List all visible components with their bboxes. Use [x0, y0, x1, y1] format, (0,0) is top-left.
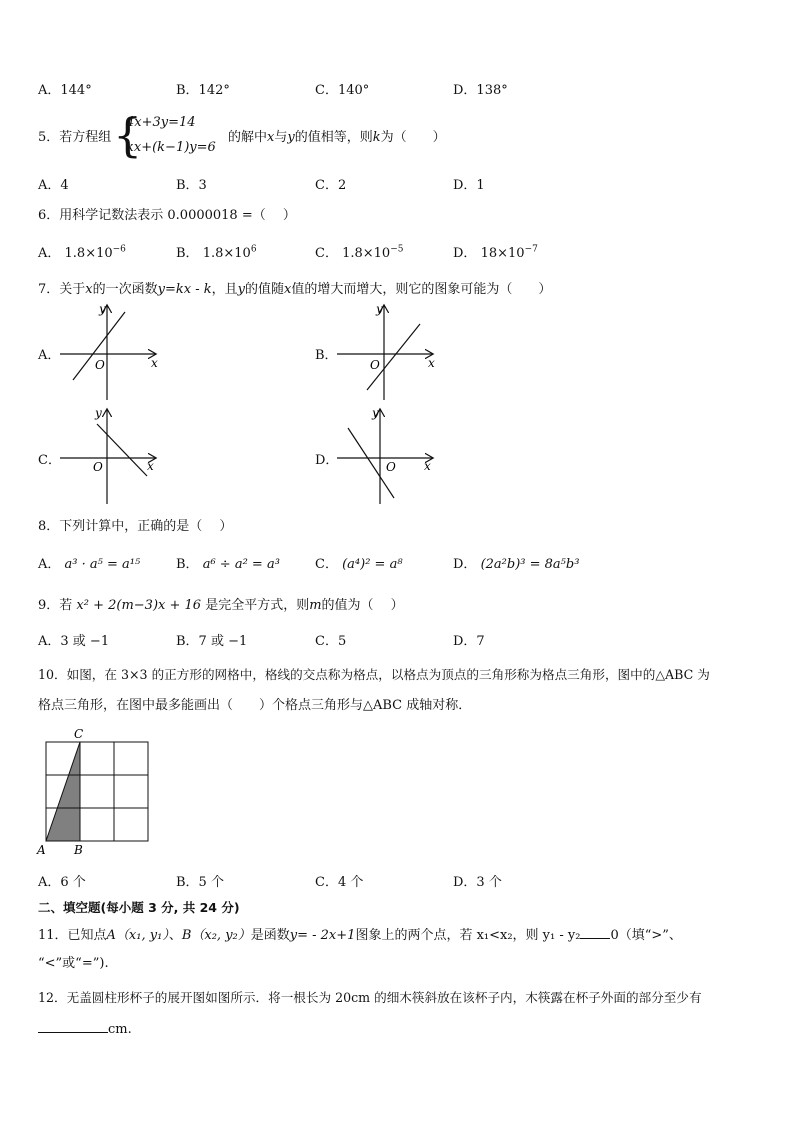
- y-label: y: [99, 302, 106, 316]
- q6-option-c: C． $1.8\times 10^{-5}$: [315, 244, 404, 261]
- q7-label-d: D．: [315, 453, 339, 468]
- q6-stem: 6．用科学记数法表示 0.0000018 =（ ）: [38, 208, 296, 223]
- y-label: y: [376, 302, 383, 316]
- q9-option-a: A．3 或 −1: [38, 634, 110, 649]
- q8-option-a: A． a³ · a⁵ = a¹⁵: [38, 557, 141, 572]
- label-b: B: [74, 843, 83, 857]
- q5-suffix-2: 为（ ）: [380, 130, 446, 145]
- q7-graph-d: [332, 406, 442, 506]
- origin-label: O: [95, 358, 105, 372]
- q11-answer-blank[interactable]: [580, 926, 610, 939]
- q8-option-b: B． a⁶ ÷ a² = a³: [176, 557, 280, 572]
- q7-label-c: C．: [38, 453, 61, 468]
- function-line: [97, 424, 147, 476]
- q5-eq1: 4x+3y=14: [126, 115, 196, 130]
- q9-option-c: C．5: [315, 634, 347, 649]
- q5-suffix: [228, 129, 446, 147]
- function-line: [367, 324, 420, 390]
- q5-option-a: A．4: [38, 178, 69, 193]
- q5-x: x: [267, 130, 275, 145]
- q5-y: y: [287, 130, 295, 145]
- q7-stem: 7．关于x的一次函数y=kx - k，且y的值随x值的增大而增大，则它的图象可能为（ ）: [38, 282, 552, 297]
- q12-line2: cm.: [38, 1020, 132, 1039]
- q10-option-c: C．4 个: [315, 875, 364, 890]
- q6-option-d: D． $18\times 10^{-7}$: [453, 244, 538, 261]
- q7-graph-a: [55, 302, 165, 402]
- q4-option-a: A．144°: [38, 83, 92, 98]
- q10-grid-figure: [34, 726, 154, 860]
- q8-stem: 8．下列计算中，正确的是（ ）: [38, 519, 233, 534]
- triangle-abc: [46, 742, 80, 841]
- x-label: x: [147, 459, 154, 473]
- q5-option-d: D．1: [453, 178, 485, 193]
- q5-eq2: kx+(k−1)y=6: [126, 140, 216, 155]
- q7-label-a: A．: [38, 348, 61, 363]
- y-label: y: [95, 406, 102, 420]
- q11-line1: 11．已知点A（x₁, y₁）、B（x₂, y₂）是函数y= - 2x+1图象上的两个点，若 x₁<x₂，则 y₁ - y₂ 0（填“>”、: [38, 928, 682, 943]
- q9-stem: 9．若 x² + 2(m−3)x + 16 是完全平方式，则m的值为（ ）: [38, 598, 404, 613]
- origin-label: O: [370, 358, 380, 372]
- x-label: x: [151, 356, 158, 370]
- q4-option-d: D．138°: [453, 83, 508, 98]
- q9-option-d: D．7: [453, 634, 485, 649]
- q10-option-d: D．3 个: [453, 875, 502, 890]
- label-a: A: [37, 843, 46, 857]
- q6-option-b: B． $1.8\times 10^6$: [176, 244, 257, 261]
- q8-option-c: C． (a⁴)² = a⁸: [315, 557, 403, 572]
- origin-label: O: [93, 460, 103, 474]
- q4-option-c: C．140°: [315, 83, 370, 98]
- q5-suffix-1: 的解中: [228, 130, 268, 145]
- q7-graph-c: [55, 406, 165, 506]
- q10-option-a: A．6 个: [38, 875, 86, 890]
- q9-option-b: B．7 或 −1: [176, 634, 248, 649]
- q10-option-b: B．5 个: [176, 875, 224, 890]
- section-heading-fill-blank: 二、填空题(每小题 3 分, 共 24 分): [38, 900, 240, 915]
- q5-prefix: 5．若方程组: [38, 130, 112, 145]
- label-c: C: [74, 727, 84, 741]
- q7-label-b: B．: [315, 348, 338, 363]
- q5-brace: {: [113, 108, 143, 162]
- q5-k: k: [372, 130, 381, 145]
- origin-label: O: [386, 460, 396, 474]
- q7-graph-b: [332, 302, 442, 402]
- x-label: x: [424, 459, 431, 473]
- q5-option-b: B．3: [176, 178, 207, 193]
- x-label: x: [428, 356, 435, 370]
- q12-answer-blank[interactable]: [38, 1020, 108, 1033]
- q12-line1: 12．无盖圆柱形杯子的展开图如图所示．将一根长为 20cm 的细木筷斜放在该杯子内，木筷露在杯子外面的部分至少有: [38, 990, 702, 1005]
- q10-line1: 10．如图，在 3×3 的正方形的网格中，格线的交点称为格点，以格点为顶点的三角形称为格点三角形，图中的△ABC 为: [38, 667, 710, 682]
- q4-option-b: B．142°: [176, 83, 230, 98]
- q6-option-a: A． $1.8\times 10^{-6}$: [38, 244, 126, 261]
- q5-mid-1: 与: [274, 130, 288, 145]
- q11-line2: “<”或“=”).: [38, 956, 109, 971]
- q5-option-c: C．2: [315, 178, 347, 193]
- q10-line2: 格点三角形，在图中最多能画出（ ）个格点三角形与△ABC 成轴对称．: [38, 698, 472, 713]
- q5-mid-2: 的值相等，则: [294, 130, 373, 145]
- q8-option-d: D． (2a²b)³ = 8a⁵b³: [453, 557, 580, 572]
- y-label: y: [372, 406, 379, 420]
